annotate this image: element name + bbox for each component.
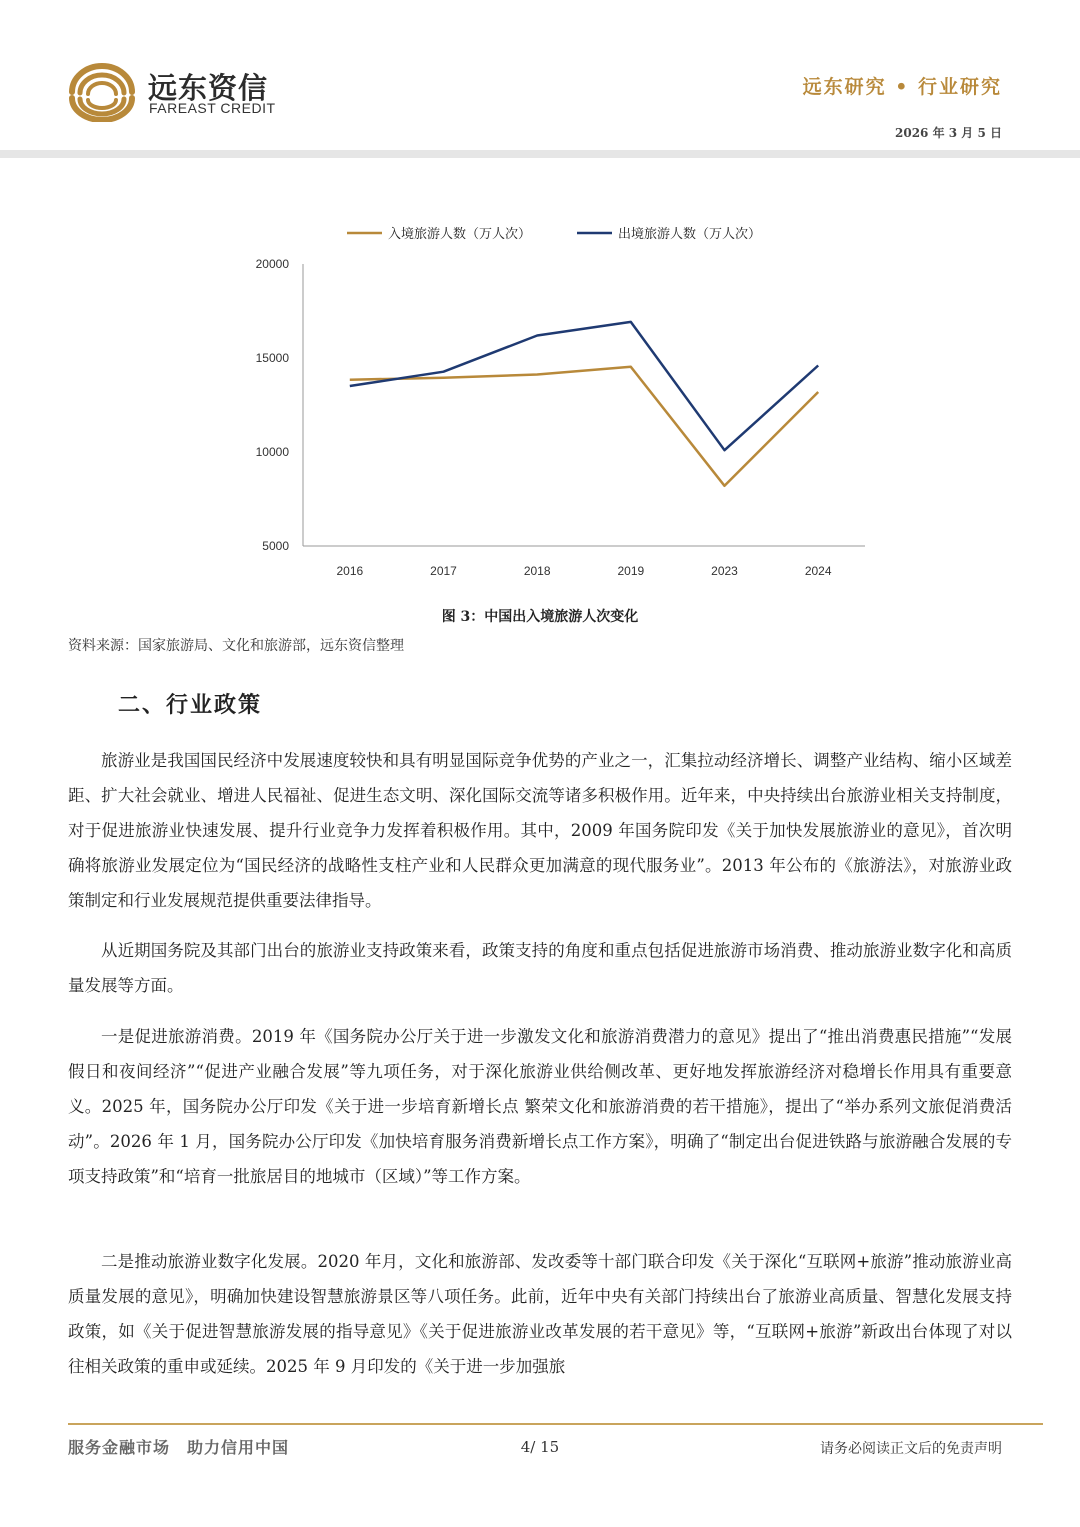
x-tick-label: 2024 — [804, 564, 832, 578]
footer-slogan: 服务金融市场 助力信用中国 — [68, 1438, 290, 1457]
brand-name-en: FAREAST CREDIT — [149, 100, 276, 116]
figure-source: 资料来源：国家旅游局、文化和旅游部，远东资信整理 — [68, 638, 404, 654]
body-paragraph: 旅游业是我国国民经济中发展速度较快和具有明显国际竞争优势的产业之一，汇集拉动经济增长、调整产业结构、缩小区域差距、扩大社会就业、增进人民福祉、促进生态文明、深化国际交流等诸多积极作用。近年来，中央持续出台旅游业相关支持制度，对于促进旅游业快速发展、提升行业竞争力发挥着积极作用。其中，2009 年国务院印发《关于加快发展旅游业的意见》，首次明确将旅游业发展定位为“国民经济的战略性支柱产业和人民群众更加满意的现代服务业”。2013 年公布的《旅游法》，对旅游业政策制定和行业发展规范提供重要法律指导。 — [68, 751, 1012, 910]
chart-canvas — [240, 215, 880, 595]
report-series: 远东研究 • 行业研究 — [802, 76, 1002, 98]
x-tick-label: 2018 — [523, 564, 551, 578]
x-tick-label: 2019 — [617, 564, 645, 578]
x-tick-label: 2017 — [430, 564, 457, 578]
x-tick-label: 2023 — [711, 564, 738, 578]
y-tick-label: 5000 — [262, 539, 289, 553]
legend-label: 入境旅游人数（万人次） — [388, 227, 532, 242]
header-divider — [0, 150, 1080, 158]
brand-name-cn: 远东资信 — [148, 71, 269, 105]
y-tick-label: 20000 — [255, 257, 289, 271]
page-number: 4/ 15 — [520, 1438, 560, 1456]
tourism-line-chart — [240, 215, 880, 595]
body-paragraph: 一是促进旅游消费。2019 年《国务院办公厅关于进一步激发文化和旅游消费潜力的意见》提出了“推出消费惠民措施”“发展假日和夜间经济”“促进产业融合发展”等九项任务，对于深化旅游业供给侧改革、更好地发挥旅游经济对稳增长作用具有重要意义。2025 年，国务院办公厅印发《关于进一步培育新增长点 繁荣文化和旅游消费的若干措施》，提出了“举办系列文旅促消费活动”。2026 年 1 月，国务院办公厅印发《加快培育服务消费新增长点工作方案》，明确了“制定出台促进铁路与旅游融合发展的专项支持政策”和“培育一批旅居目的地城市（区域）”等工作方案。 — [68, 1027, 1012, 1186]
footer-disclaimer: 请务必阅读正文后的免责声明 — [820, 1441, 1002, 1457]
y-tick-label: 10000 — [255, 445, 289, 459]
report-date: 2026 年 3 月 5 日 — [895, 126, 1002, 140]
series-line-outbound — [350, 322, 818, 450]
y-tick-label: 15000 — [255, 351, 289, 365]
body-paragraph: 从近期国务院及其部门出台的旅游业支持政策来看，政策支持的角度和重点包括促进旅游市场消费、推动旅游业数字化和高质量发展等方面。 — [68, 941, 1012, 995]
x-tick-label: 2016 — [336, 564, 364, 578]
figure-caption: 图 3：中国出入境旅游人次变化 — [441, 609, 639, 625]
section-title: 二、行业政策 — [118, 692, 263, 718]
series-line-inbound — [350, 367, 818, 486]
page-header — [0, 0, 1080, 150]
footer-divider — [68, 1423, 1043, 1425]
fareast-credit-logo-icon — [66, 62, 138, 122]
legend-label: 出境旅游人数（万人次） — [618, 227, 762, 242]
body-paragraph: 二是推动旅游业数字化发展。2020 年月，文化和旅游部、发改委等十部门联合印发《关于深化“互联网+旅游”推动旅游业高质量发展的意见》，明确加快建设智慧旅游景区等八项任务。此前，近年中央有关部门持续出台了旅游业高质量、智慧化发展支持政策，如《关于促进智慧旅游发展的指导意见》《关于促进旅游业改革发展的若干意见》等，“互联网+旅游”新政出台体现了对以往相关政策的重申或延续。2025 年 9 月印发的《关于进一步加强旅 — [68, 1252, 1012, 1376]
